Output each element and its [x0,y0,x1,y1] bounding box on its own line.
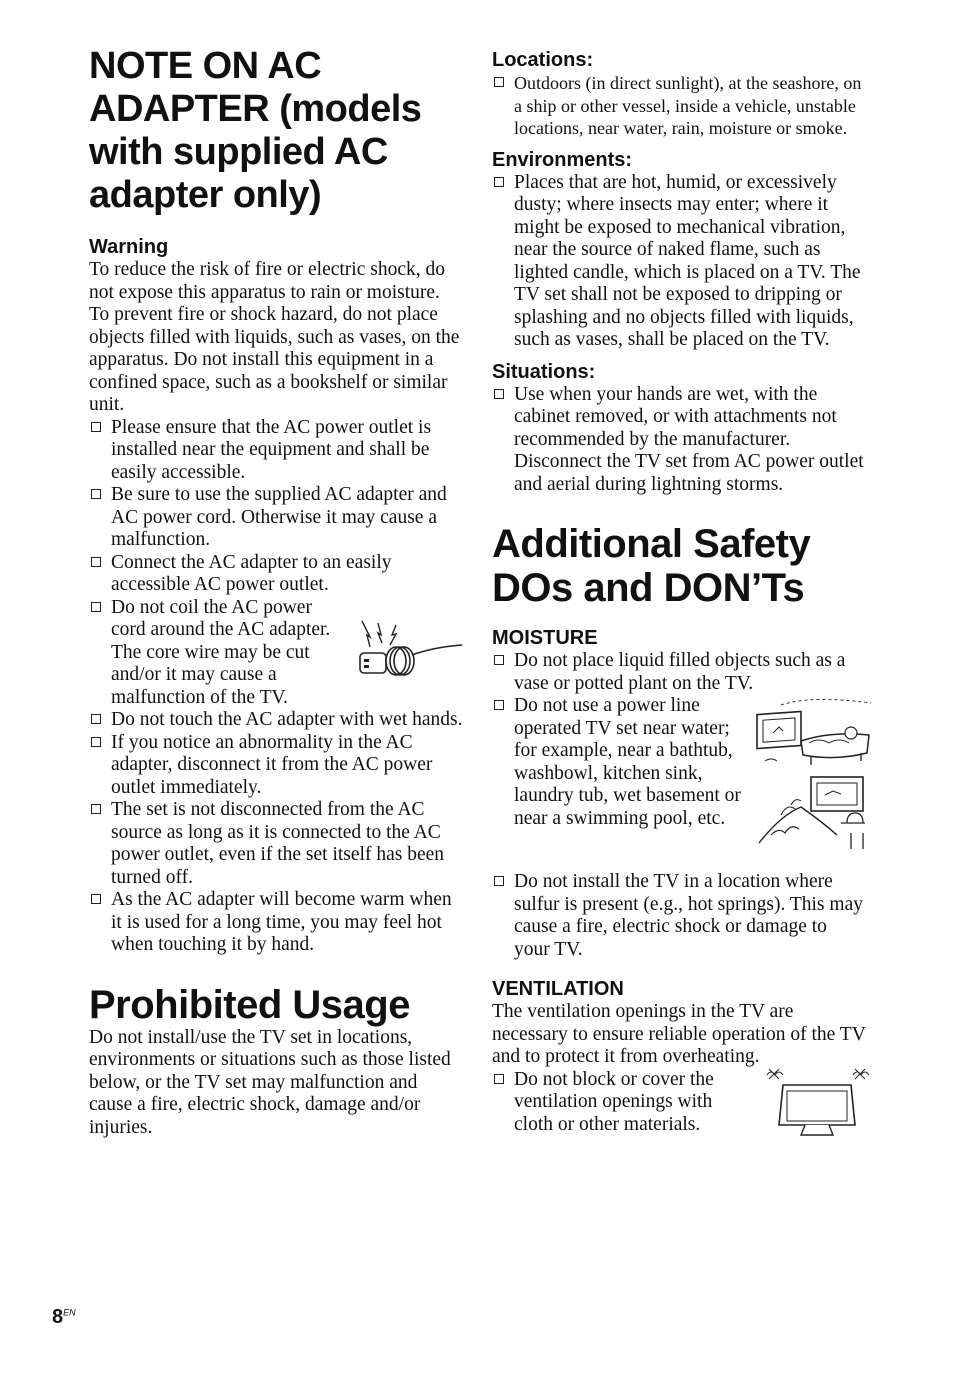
prohibited-usage-text: Do not install/use the TV set in locations, environments or situations such as those listed below, or the TV set may malfunction and cause a fire, electric shock, damage and/or injuries. [89,1026,451,1138]
page-suffix: EN [63,1307,76,1318]
warning-paragraph: To reduce the risk of fire or electric shock, do not expose this apparatus to rain or moisture. [89,259,445,303]
environments-heading: Environments: [492,148,633,171]
title-line: NOTE ON AC [89,45,322,87]
checkbox-icon [91,737,101,747]
moisture-heading: MOISTURE [492,627,598,650]
coiled-cord-adapter-icon [356,619,464,681]
right-column [492,40,867,1141]
checkbox-icon [494,655,504,665]
warning-heading: Warning [89,236,169,258]
tv-near-water-illustration [751,695,873,851]
list-item: Do not coil the AC power cord around the AC adapter. The core wire may be cut and/or it may cause a malfunction of the TV. [89,597,464,710]
safety-title [492,522,867,610]
checkbox-icon [494,389,504,399]
title-line: adapter only) [89,174,322,216]
list-item: Connect the AC adapter to an easily accessible AC power outlet. [89,552,464,597]
list-item: As the AC adapter will become warm when it is used for a long time, you may feel hot when touching it by hand. [89,889,464,957]
checkbox-icon [91,714,101,724]
left-column [89,40,464,1139]
list-item: Be sure to use the supplied AC adapter and AC power cord. Otherwise it may cause a malfunction. [89,484,464,552]
list-item: Outdoors (in direct sunlight), at the seashore, on a ship or other vessel, inside a vehicle, unstable locations, near water, rain, moisture or smoke. [492,72,867,140]
title-line: Additional Safety [492,522,811,567]
checkbox-icon [494,1074,504,1084]
title-line: with supplied AC [89,131,388,173]
list-item: Do not touch the AC adapter with wet hands. [89,709,464,732]
situations-heading: Situations: [492,360,596,383]
list-item: Use when your hands are wet, with the cabinet removed, or with attachments not recommended by the manufacturer. Disconnect the TV set from AC power outlet and aerial during lightning storms. [492,384,867,497]
list-item: Places that are hot, humid, or excessively dusty; where insects may enter; where it might be exposed to mechanical vibration, near the source of naked flame, such as lighted candle, which is placed on a TV. The TV set shall not be exposed to dripping or splashing and no objects filled with liquids, such as vases, shall be placed on the TV. [492,172,867,352]
checkbox-icon [91,894,101,904]
checkbox-icon [91,489,101,499]
locations-heading: Locations: [492,49,594,71]
covered-tv-illustration [761,1065,873,1141]
title-line: DOs and DON’Ts [492,566,805,611]
list-item: If you notice an abnormality in the AC adapter, disconnect it from the AC power outlet immediately. [89,732,464,800]
checkbox-icon [91,557,101,567]
list-item: The set is not disconnected from the AC source as long as it is connected to the AC power outlet, even if the set itself has been turned off. [89,799,464,889]
checkbox-icon [494,700,504,710]
list-item: Do not use a power line operated TV set near water; for example, near a bathtub, washbowl, kitchen sink, laundry tub, wet basement or near a swimming pool, etc. [492,695,867,871]
list-item: Please ensure that the AC power outlet is installed near the equipment and shall be easily accessible. [89,417,464,485]
page-number: $8^{EN}$ [52,1306,76,1328]
checkbox-icon [91,422,101,432]
checkbox-icon [494,77,504,87]
checkbox-icon [91,602,101,612]
ventilation-text: The ventilation openings in the TV are necessary to ensure reliable operation of the TV and to protect it from overheating. [492,1001,866,1068]
checkbox-icon [91,804,101,814]
ventilation-heading: VENTILATION [492,978,624,1001]
ac-adapter-title [89,45,464,217]
warning-paragraph: To prevent fire or shock hazard, do not place objects filled with liquids, such as vases, on the apparatus. Do not install this equipment in a confined space, such as a bookshelf or similar unit. [89,304,460,415]
title-line: ADAPTER (models [89,88,422,130]
list-item: Do not place liquid filled objects such as a vase or potted plant on the TV. [492,650,867,695]
prohibited-usage-title: Prohibited Usage [89,982,410,1027]
checkbox-icon [494,876,504,886]
list-item: Do not install the TV in a location where sulfur is present (e.g., hot springs). This may cause a fire, electric shock or damage to your TV. [492,871,867,961]
list-item: Do not block or cover the ventilation openings with cloth or other materials. [492,1069,867,1137]
checkbox-icon [494,177,504,187]
